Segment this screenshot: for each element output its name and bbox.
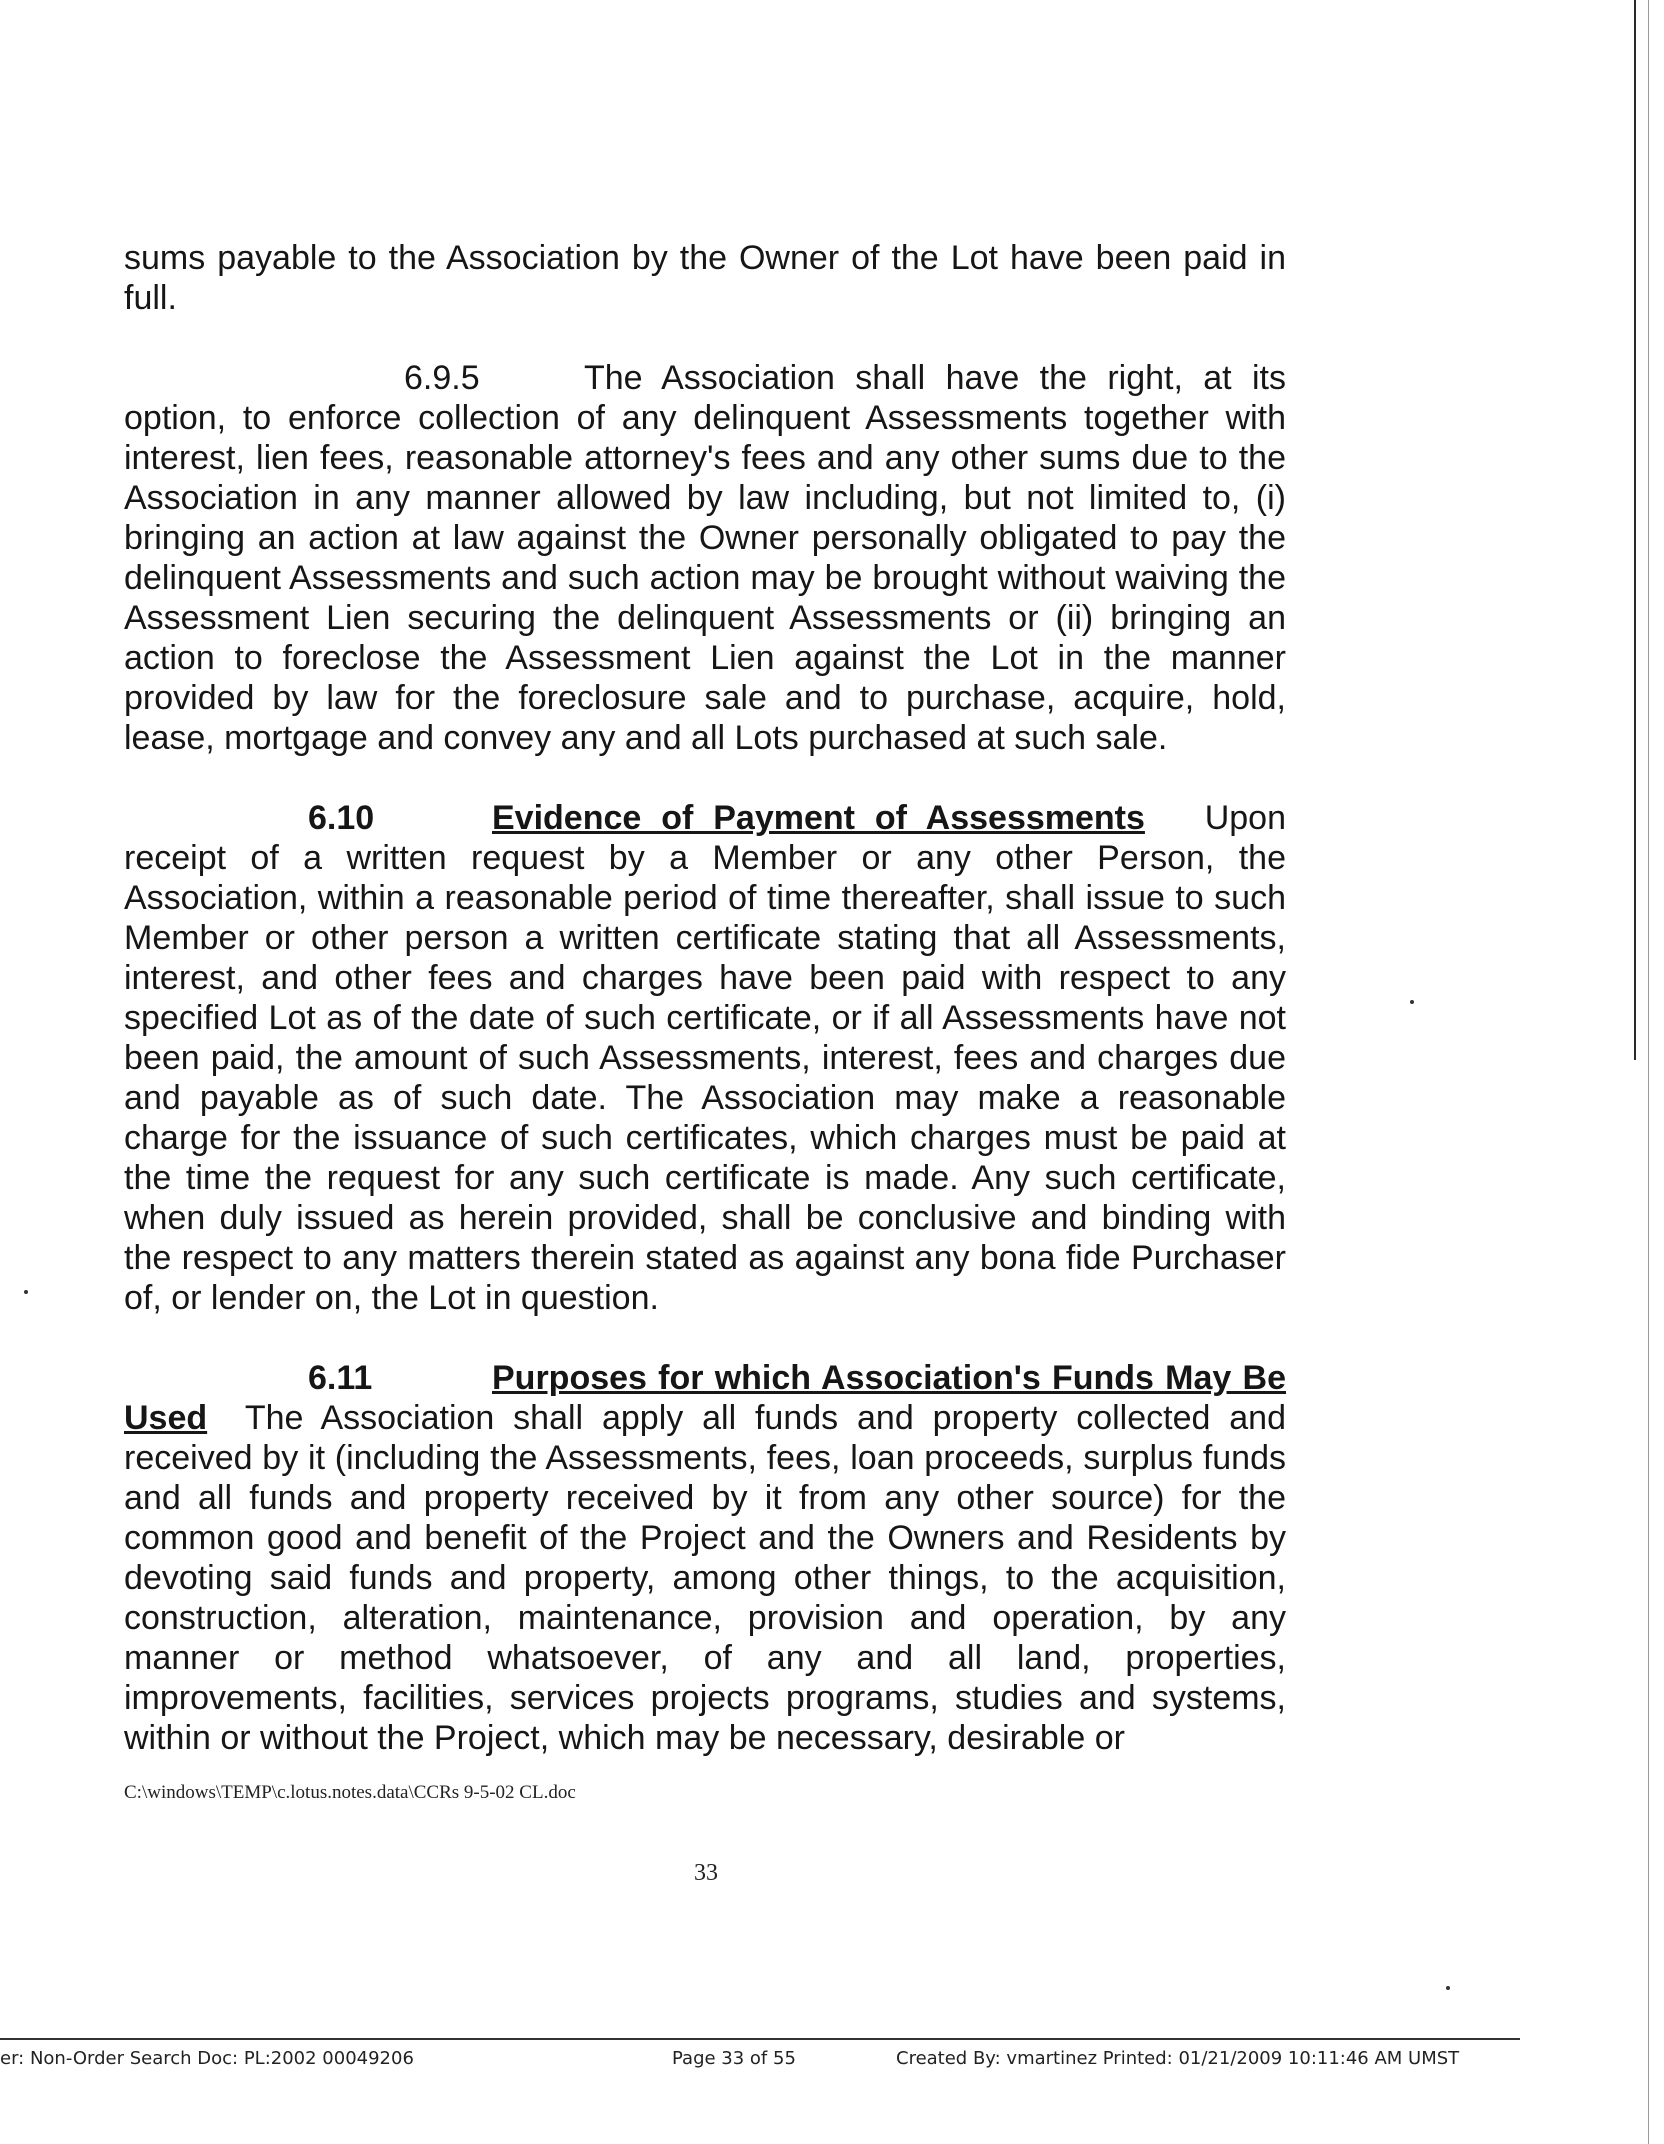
scan-speck bbox=[24, 1290, 28, 1294]
section-text: Upon receipt of a written request by a Member or any other Person, the Association, within a reasonable period of time thereafter, shall issue to such Member or other person a written certificate stating that all Assessments, interest, and other fees and charges have been paid with respect to any specified Lot as of the date of such certificate, or if all Assessments have not been paid, the amount of such Assessments, interest, fees and charges due and payable as of such date. The Association may make a reasonable charge for the issuance of such certificates, which charges must be paid at the time the request for any such certificate is made. Any such certificate, when duly issued as herein provided, shall be conclusive and binding with the respect to any matters therein stated as against any bona fide Purchaser of, or lender on, the Lot in question. bbox=[124, 799, 1286, 1317]
paragraph-continuation bbox=[124, 238, 1286, 318]
file-path: C:\windows\TEMP\c.lotus.notes.data\CCRs 9-5-02 CL.doc bbox=[124, 1782, 576, 1803]
scan-speck bbox=[1410, 1000, 1414, 1004]
footer-divider bbox=[0, 2038, 1520, 2040]
section-6-11 bbox=[124, 1358, 1286, 1758]
footer-order-info: er: Non-Order Search Doc: PL:2002 00049206 bbox=[0, 2048, 414, 2069]
paragraph-text: sums payable to the Association by the Owner of the Lot have been paid in full. bbox=[124, 239, 1286, 317]
section-number: 6.11 bbox=[308, 1359, 373, 1397]
section-text: The Association shall apply all funds and property collected and received by it (including the Assessments, fees, loan proceeds, surplus funds and all funds and property received by it from any other source) for the common good and benefit of the Project and the Owners and Residents by devoting said funds and property, among other things, to the acquisition, construction, alteration, maintenance, provision and operation, by any manner or method whatsoever, of any and all land, properties, improvements, facilities, services projects programs, studies and systems, within or without the Project, which may be necessary, desirable or bbox=[124, 1399, 1286, 1757]
scan-edge-line-faint bbox=[1648, 0, 1649, 2144]
footer-page-count: Page 33 of 55 bbox=[672, 2048, 796, 2069]
scan-speck bbox=[1446, 1986, 1450, 1990]
section-number: 6.10 bbox=[308, 799, 375, 837]
section-heading: Evidence of Payment of Assessments bbox=[492, 799, 1145, 837]
scan-edge-line bbox=[1634, 0, 1636, 1060]
footer-print-info: Created By: vmartinez Printed: 01/21/2009 10:11:46 AM UMST bbox=[896, 2048, 1460, 2069]
section-6-10 bbox=[124, 798, 1286, 1318]
section-6-9-5 bbox=[124, 358, 1286, 758]
section-number: 6.9.5 bbox=[404, 359, 480, 397]
section-heading: Purposes for which Association's Funds May Be Used bbox=[124, 1359, 1286, 1437]
page-number: 33 bbox=[694, 1860, 718, 1886]
section-text: The Association shall have the right, at its option, to enforce collection of any delinquent Assessments together with interest, lien fees, reasonable attorney's fees and any other sums due to the Association in any manner allowed by law including, but not limited to, (i) bringing an action at law against the Owner personally obligated to pay the delinquent Assessments and such action may be brought without waiving the Assessment Lien securing the delinquent Assessments or (ii) bringing an action to foreclose the Assessment Lien against the Lot in the manner provided by law for the foreclosure sale and to purchase, acquire, hold, lease, mortgage and convey any and all Lots purchased at such sale. bbox=[124, 359, 1286, 757]
